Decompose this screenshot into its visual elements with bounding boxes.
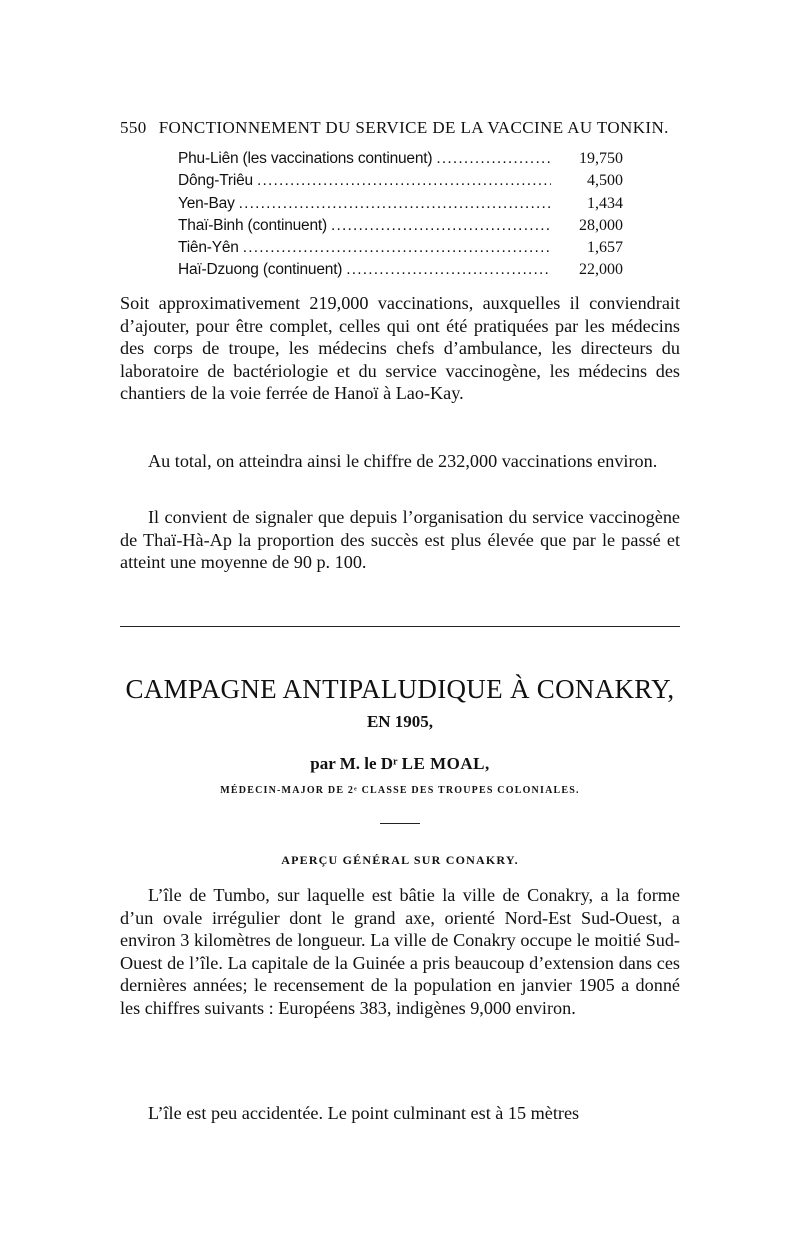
table-place: Thaï-Binh (continuent)	[178, 216, 327, 234]
article-year: EN 1905,	[366, 712, 434, 731]
table-value: 4,500	[587, 172, 623, 190]
leader-dots	[436, 150, 551, 168]
table-place: Dông-Triêu	[178, 172, 253, 190]
table-row	[178, 172, 623, 194]
table-row	[178, 217, 623, 239]
running-header	[120, 118, 680, 138]
table-value: 1,657	[587, 239, 623, 257]
table-value: 1,434	[587, 194, 623, 212]
paragraph-estimate: Soit approximativement 219,000 vaccinations, auxquelles il conviendrait d’ajouter, pour être complet, celles qui ont été pratiquées par les médecins des corps de troupe, les médecins chefs d’ambulance, les directeurs du laboratoire de bactériologie et du service vaccinogène, les médecins des chantiers de la voie ferrée de Hanoï à Lao-Kay.	[120, 293, 680, 404]
table-value: 19,750	[579, 150, 623, 167]
table-value: 22,000	[579, 261, 623, 279]
author-rank: MÉDECIN-MAJOR DE 2ᵉ CLASSE DES TROUPES COLONIALES.	[220, 785, 580, 796]
paragraph-total: Au total, on atteindra ainsi le chiffre de 232,000 vaccinations environ.	[148, 451, 658, 471]
paragraph-success-rate: Il convient de signaler que depuis l’organisation du service vaccinogène de Thaï-Hà-Ap la proportion des succès est plus élevée que par le passé et atteint une moyenne de 90 p. 100.	[120, 507, 680, 573]
section-divider	[120, 626, 680, 627]
table-value: 28,000	[579, 216, 623, 234]
subheading: APERÇU GÉNÉRAL SUR CONAKRY.	[281, 853, 519, 867]
author-name: LE MOAL,	[401, 754, 490, 773]
table-place: Yen-Bay	[178, 194, 235, 212]
table-row	[178, 261, 623, 283]
table-row	[178, 195, 623, 217]
paragraph-tumbo: L’île de Tumbo, sur laquelle est bâtie la ville de Conakry, a la forme d’un ovale irrégulier dont le grand axe, orienté Nord-Est Sud-Ouest, a environ 3 kilomètres de longueur. La ville de Conakry occupe le moitié Sud-Ouest de l’île. La capitale de la Guinée a pris beaucoup d’extension dans ces dernières années; le recensement de la population en janvier 1905 a donné les chiffres suivants : Européens 383, indigènes 9,000 environ.	[120, 885, 680, 1018]
short-divider	[380, 823, 420, 824]
page-number: 550	[120, 118, 147, 137]
article-title: CAMPAGNE ANTIPALUDIQUE À CONAKRY,	[125, 674, 675, 704]
running-title: FONCTIONNEMENT DU SERVICE DE LA VACCINE AU TONKIN.	[158, 118, 669, 137]
table-row	[178, 150, 623, 172]
leader-dots	[257, 172, 551, 190]
author-prefix: par M. le Dʳ	[310, 754, 402, 773]
table-place: Tiên-Yên	[178, 239, 239, 257]
leader-dots	[239, 195, 551, 213]
table-place: Haï-Dzuong (continuent)	[178, 261, 343, 279]
leader-dots	[331, 217, 551, 235]
vaccination-table	[178, 150, 623, 284]
leader-dots	[243, 239, 551, 257]
paragraph-relief: L’île est peu accidentée. Le point culminant est à 15 mètres	[148, 1103, 580, 1123]
leader-dots	[346, 261, 551, 279]
table-row	[178, 239, 623, 261]
article-author	[120, 754, 680, 774]
table-place: Phu-Liên (les vaccinations continuent)	[178, 150, 433, 167]
